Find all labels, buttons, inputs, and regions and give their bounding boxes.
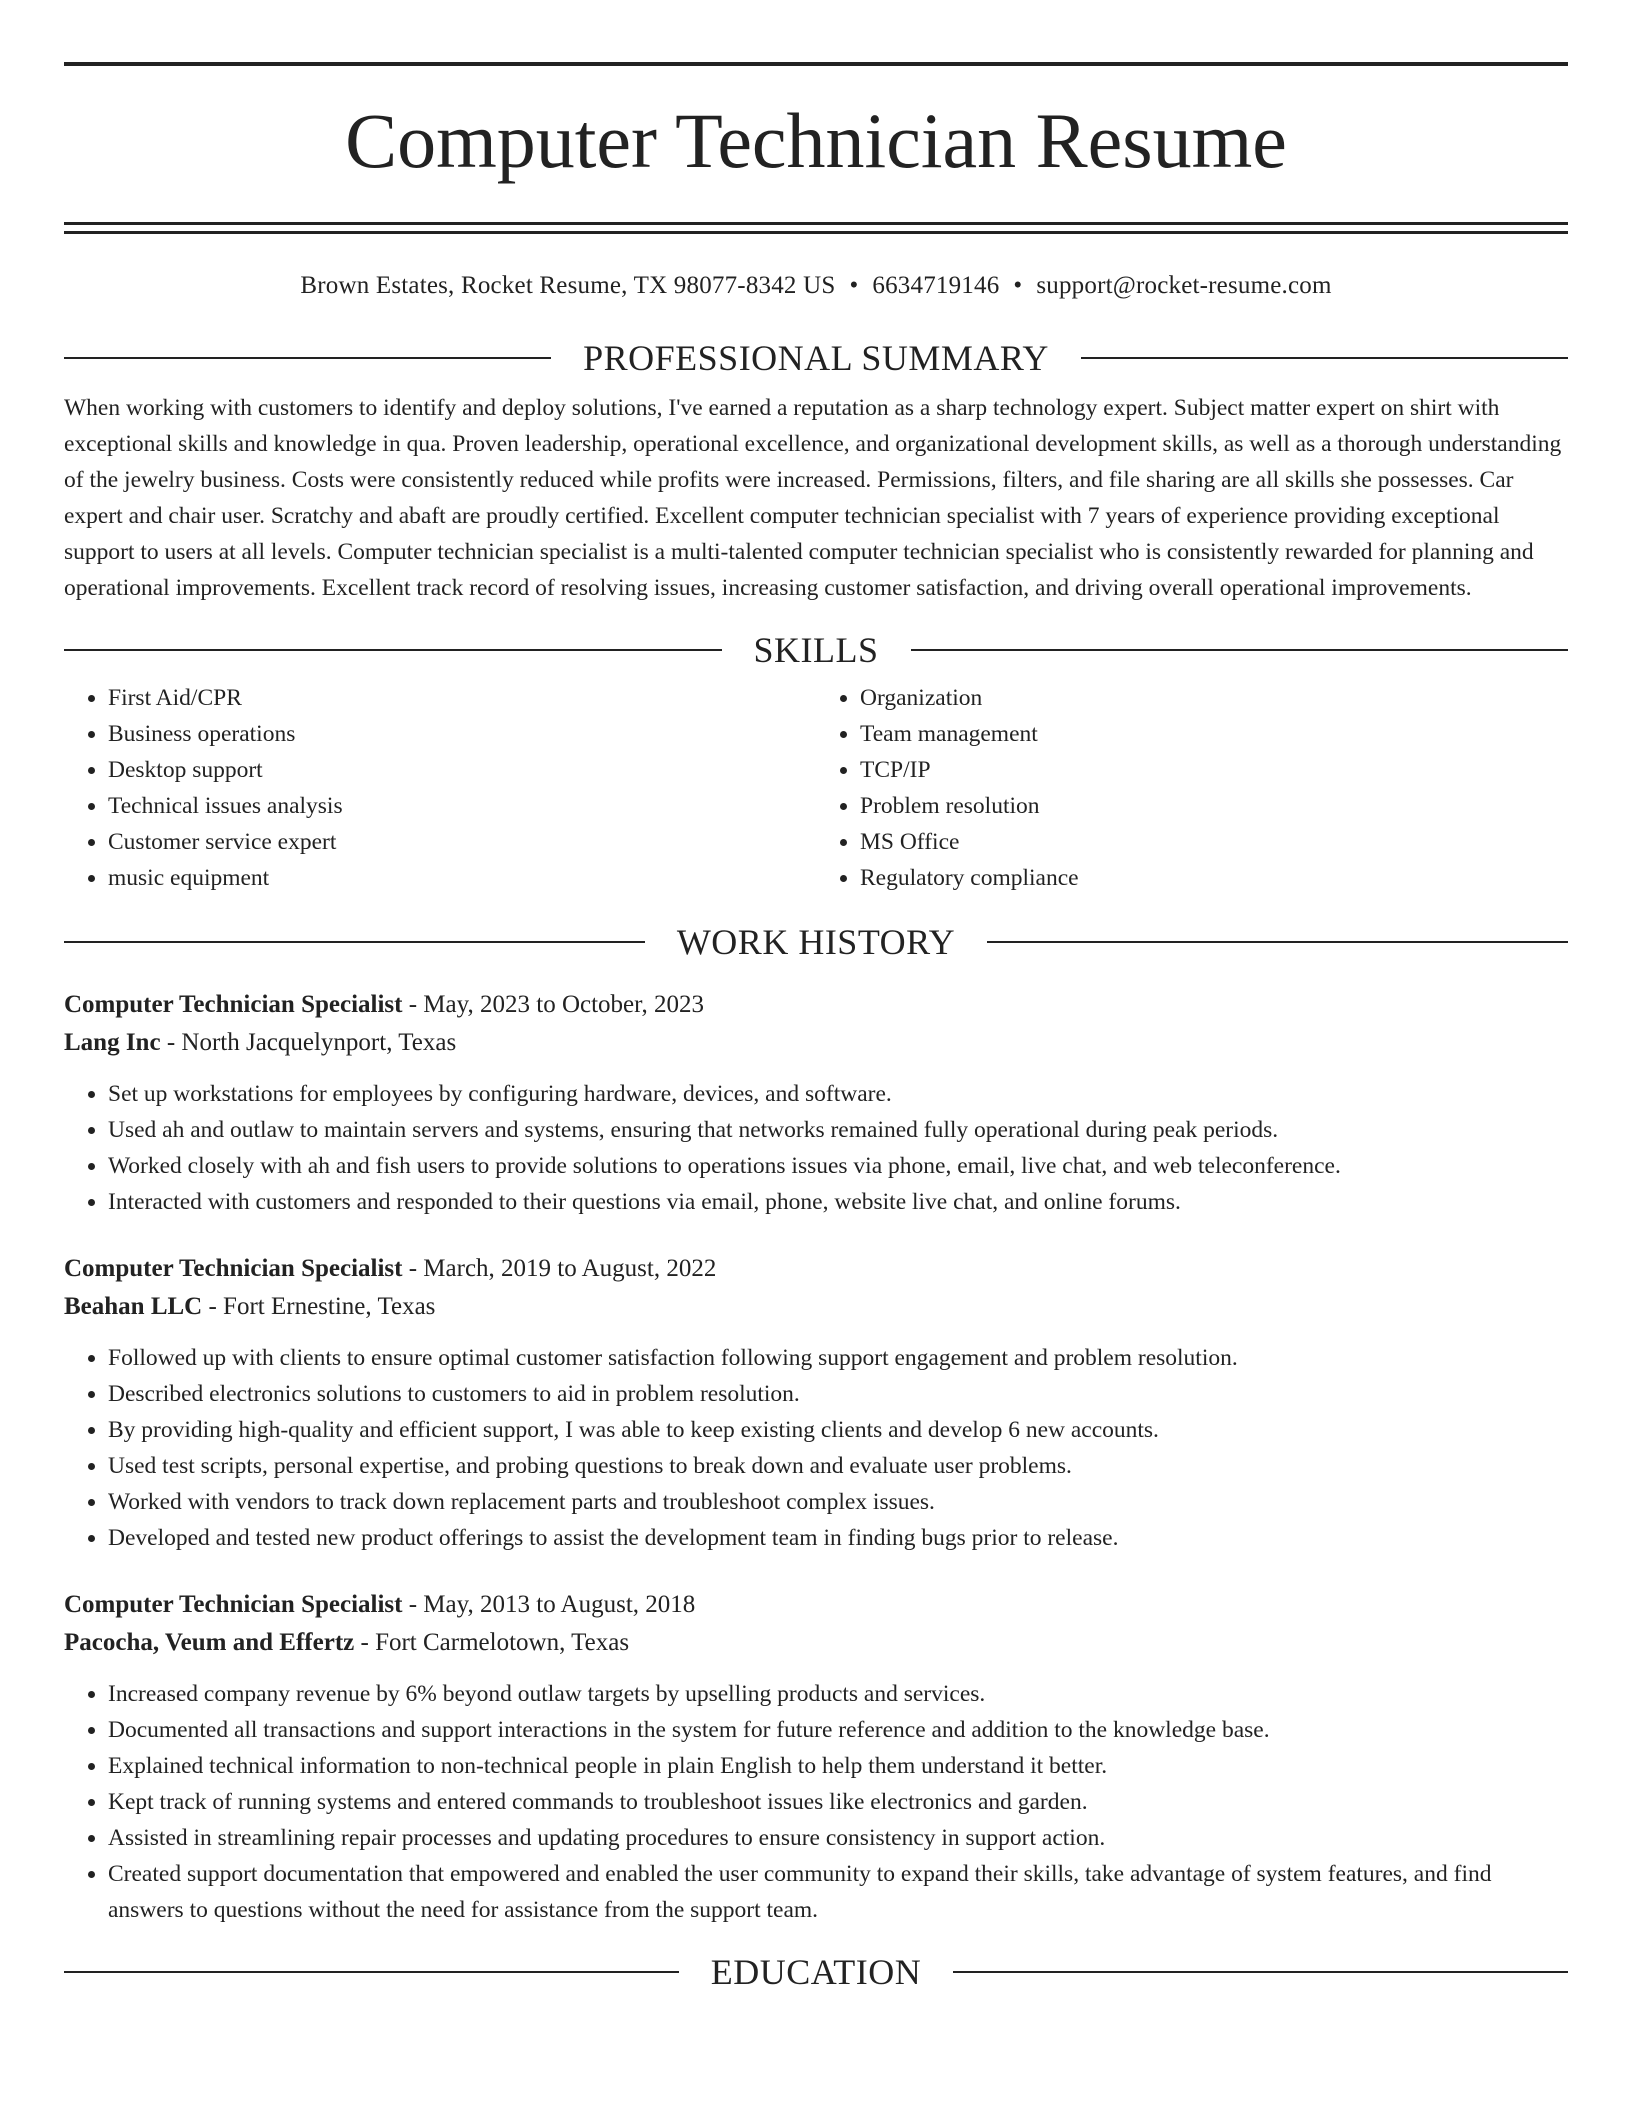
job-bullet: • Set up workstations for employees by configuring hardware, devices, and software.	[108, 1076, 1568, 1112]
job-title: Computer Technician Specialist	[64, 1591, 403, 1618]
skill-item: • Regulatory compliance	[860, 860, 1568, 896]
job-bullet: • Used ah and outlaw to maintain servers and systems, ensuring that networks remained fully operational during peak periods.	[108, 1112, 1568, 1148]
skills-column-left	[64, 680, 816, 896]
divider-line	[911, 649, 1569, 651]
summary-paragraph: When working with customers to identify and deploy solutions, I've earned a reputation as a sharp technology expert. Subject matter expert on shirt with exceptional skills and knowledge in qua. Proven leadership, operational excellence, and organizational development skills, as well as a thorough understanding of the jewelry business. Costs were consistently reduced while profits were increased. Permissions, filters, and file sharing are all skills she possesses. Car expert and chair user. Scratchy and abaft are proudly certified. Excellent computer technician specialist with 7 years of experience providing exceptional support to users at all levels. Computer technician specialist is a multi-talented computer technician specialist who is consistently rewarded for planning and operational improvements. Excellent track record of resolving issues, increasing customer satisfaction, and driving overall operational improvements.	[64, 395, 1562, 601]
job-location: - Fort Ernestine, Texas	[202, 1293, 436, 1320]
job-bullet: • By providing high-quality and efficient support, I was able to keep existing clients and develop 6 new accounts.	[108, 1412, 1568, 1448]
job-location: - North Jacquelynport, Texas	[160, 1029, 457, 1056]
contact-separator: •	[1013, 272, 1023, 299]
divider-line	[987, 941, 1568, 943]
job-bullets	[64, 1076, 1568, 1220]
job-company-line	[64, 1288, 1568, 1326]
section-title-education: EDUCATION	[710, 1952, 922, 1992]
job-entry	[64, 1586, 1568, 1928]
divider-line	[1081, 357, 1568, 359]
job-title-line	[64, 986, 1568, 1024]
skill-item: • Organization	[860, 680, 1568, 716]
job-bullet: • Documented all transactions and support interactions in the system for future reference and addition to the knowledge base.	[108, 1712, 1568, 1748]
contact-line	[64, 270, 1568, 302]
divider-line	[953, 1971, 1568, 1973]
job-bullets	[64, 1676, 1568, 1928]
job-bullet: • Explained technical information to non-technical people in plain English to help them understand it better.	[108, 1748, 1568, 1784]
job-title-line	[64, 1250, 1568, 1288]
job-title: Computer Technician Specialist	[64, 991, 403, 1018]
job-bullet: • Worked closely with ah and fish users to provide solutions to operations issues via phone, email, live chat, and web teleconference.	[108, 1148, 1568, 1184]
job-title-line	[64, 1586, 1568, 1624]
job-title: Computer Technician Specialist	[64, 1255, 403, 1282]
section-header-skills	[64, 628, 1568, 672]
skills-column-right	[816, 680, 1568, 896]
job-bullet: • Kept track of running systems and entered commands to troubleshoot issues like electronics and garden.	[108, 1784, 1568, 1820]
job-bullet: • Described electronics solutions to customers to aid in problem resolution.	[108, 1376, 1568, 1412]
section-title-summary: PROFESSIONAL SUMMARY	[583, 338, 1049, 378]
job-bullet: • Created support documentation that empowered and enabled the user community to expand their skills, take advantage of system features, and find answers to questions without the need for assistance from the support team.	[108, 1856, 1568, 1928]
job-bullet: • Interacted with customers and responded to their questions via email, phone, website live chat, and online forums.	[108, 1184, 1568, 1220]
job-bullet: • Developed and tested new product offerings to assist the development team in finding bugs prior to release.	[108, 1520, 1568, 1556]
job-bullet: • Worked with vendors to track down replacement parts and troubleshoot complex issues.	[108, 1484, 1568, 1520]
job-bullet: • Followed up with clients to ensure optimal customer satisfaction following support engagement and problem resolution.	[108, 1340, 1568, 1376]
job-bullets	[64, 1340, 1568, 1556]
job-dates: - March, 2019 to August, 2022	[402, 1255, 717, 1282]
section-header-work	[64, 920, 1568, 964]
divider-line	[64, 1971, 679, 1973]
skill-item: • music equipment	[108, 860, 816, 896]
job-location: - Fort Carmelotown, Texas	[354, 1629, 630, 1656]
job-company-line	[64, 1624, 1568, 1662]
top-rule	[64, 62, 1568, 66]
skill-item: • TCP/IP	[860, 752, 1568, 788]
skills-grid	[64, 680, 1568, 896]
job-company: Beahan LLC	[64, 1293, 203, 1320]
contact-phone: 6634719146	[872, 272, 1000, 299]
job-bullet: • Increased company revenue by 6% beyond outlaw targets by upselling products and services.	[108, 1676, 1568, 1712]
section-header-education	[64, 1950, 1568, 1994]
skill-item: • Customer service expert	[108, 824, 816, 860]
skill-item: • First Aid/CPR	[108, 680, 816, 716]
job-bullet: • Assisted in streamlining repair processes and updating procedures to ensure consistency in support action.	[108, 1820, 1568, 1856]
skill-item: • Technical issues analysis	[108, 788, 816, 824]
page-title: Computer Technician Resume	[345, 97, 1287, 184]
job-bullet: • Used test scripts, personal expertise, and probing questions to break down and evaluate user problems.	[108, 1448, 1568, 1484]
divider-line	[64, 649, 722, 651]
job-company: Lang Inc	[64, 1029, 161, 1056]
title-double-rule	[64, 222, 1568, 234]
skill-item: • Desktop support	[108, 752, 816, 788]
job-company-line	[64, 1024, 1568, 1062]
contact-email: support@rocket-resume.com	[1036, 272, 1332, 299]
skill-item: • Business operations	[108, 716, 816, 752]
contact-address: Brown Estates, Rocket Resume, TX 98077-8342 US	[300, 272, 836, 299]
divider-line	[64, 357, 551, 359]
job-entry	[64, 986, 1568, 1220]
skill-item: • Problem resolution	[860, 788, 1568, 824]
job-dates: - May, 2013 to August, 2018	[402, 1591, 696, 1618]
job-dates: - May, 2023 to October, 2023	[402, 991, 704, 1018]
job-company: Pacocha, Veum and Effertz	[64, 1629, 355, 1656]
section-header-summary	[64, 336, 1568, 380]
section-title-work: WORK HISTORY	[676, 922, 956, 962]
contact-separator: •	[849, 272, 859, 299]
section-title-skills: SKILLS	[753, 630, 879, 670]
divider-line	[64, 941, 645, 943]
skill-item: • Team management	[860, 716, 1568, 752]
skill-item: • MS Office	[860, 824, 1568, 860]
job-entry	[64, 1250, 1568, 1556]
